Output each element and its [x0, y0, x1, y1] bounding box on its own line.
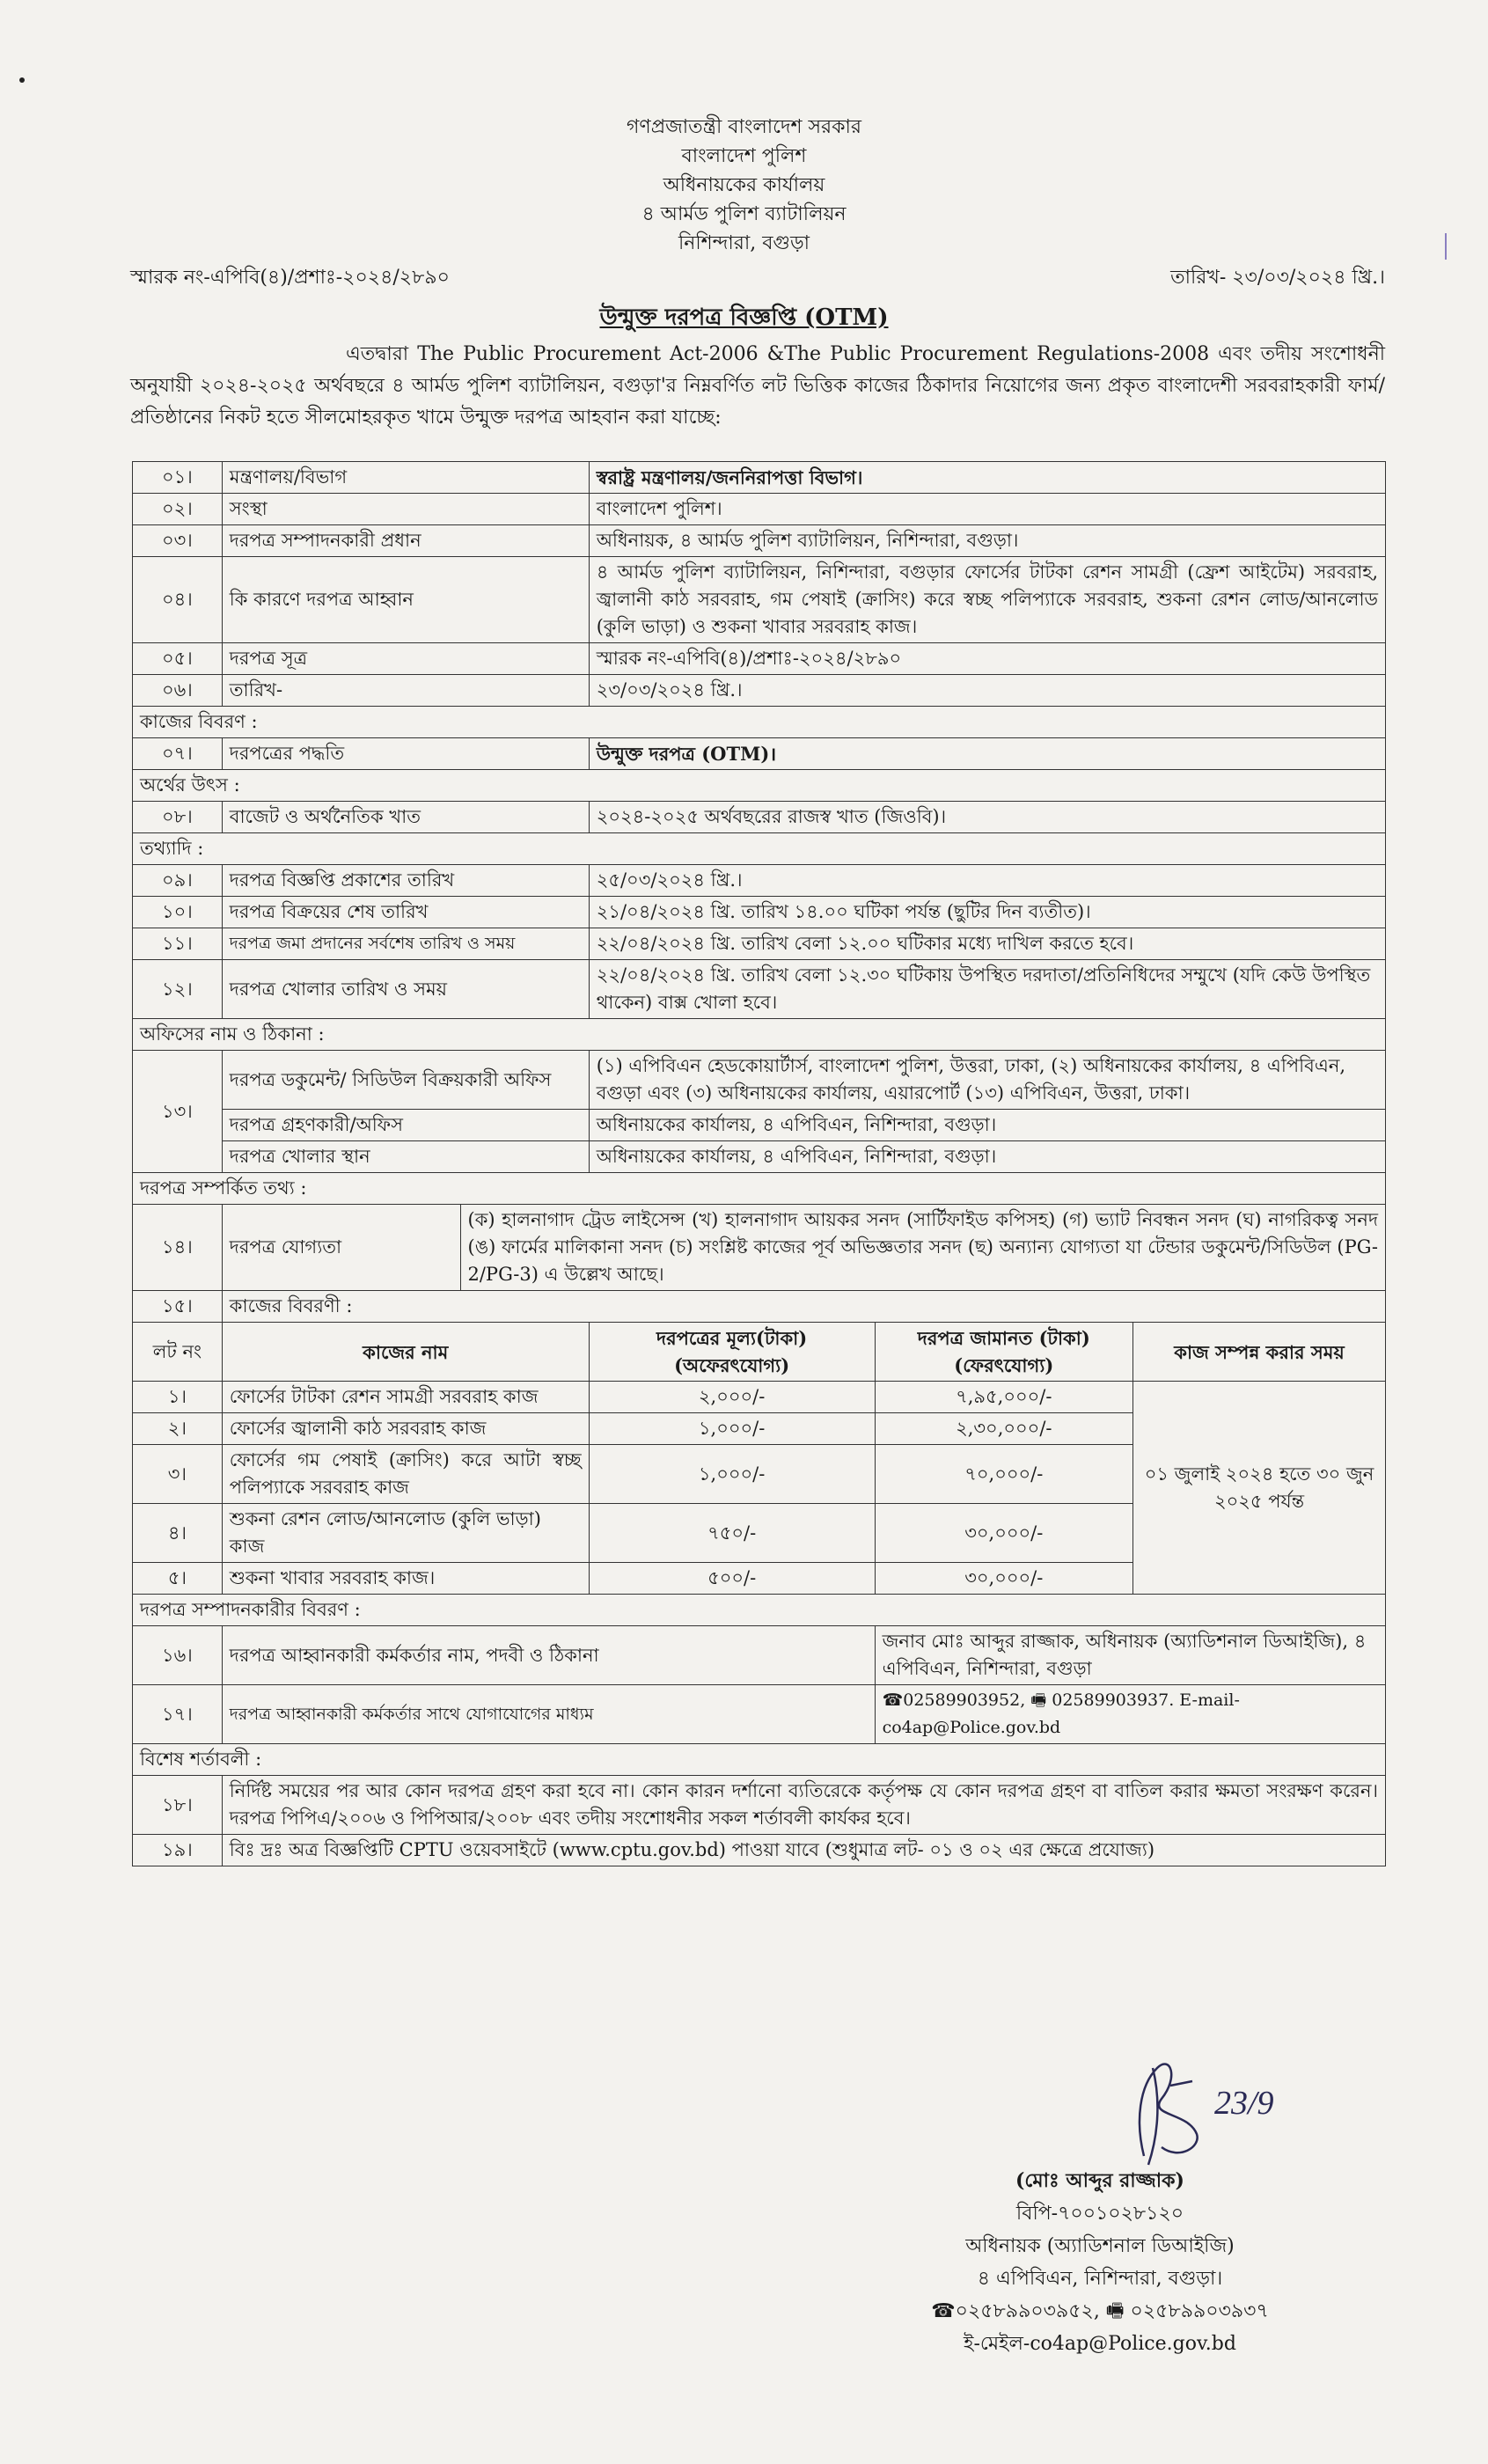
row-number: ০৩। [133, 525, 223, 557]
row-value: স্মারক নং-এপিবি(৪)/প্রশাঃ-২০২৪/২৮৯০ [589, 643, 1385, 675]
header-battalion: ৪ আর্মড পুলিশ ব্যাটালিয়ন [641, 203, 847, 225]
page-title [0, 299, 1488, 338]
lot-number: ৪। [133, 1504, 223, 1563]
row-number: ১২। [133, 960, 223, 1019]
row-label: দরপত্র বিজ্ঞপ্তি প্রকাশের তারিখ [222, 865, 589, 897]
row-number: ০১। [133, 462, 223, 494]
lot-security: ২,৩০,০০০/- [875, 1413, 1132, 1445]
row-label: দরপত্র খোলার স্থান [222, 1141, 589, 1173]
signatory-name: (মোঃ আব্দুর রাজ্জাক) [1015, 2169, 1184, 2192]
header-office: অধিনায়কের কার্যালয় [663, 174, 825, 196]
table-row [133, 928, 1386, 960]
row-label: দরপত্র আহ্বানকারী কর্মকর্তার নাম, পদবী ও ঠিকানা [222, 1626, 875, 1685]
table-row [133, 738, 1386, 770]
row-number: ১৩। [133, 1051, 223, 1173]
table-row [133, 675, 1386, 707]
signatory-office: ৪ এপিবিএন, নিশিন্দারা, বগুড়া। [977, 2268, 1223, 2290]
lot-name: শুকনা খাবার সরবরাহ কাজ। [222, 1563, 589, 1595]
letterhead [0, 113, 1488, 258]
row-label: কাজের বিবরণী : [222, 1291, 1385, 1323]
row-number: ০৪। [133, 557, 223, 643]
row-number: ০২। [133, 494, 223, 525]
lot-price: ১,০০০/- [589, 1413, 875, 1445]
section-row [133, 1173, 1386, 1205]
section-heading: অর্থের উৎস : [133, 770, 1386, 802]
signature-date: 23/9 [1214, 2085, 1274, 2122]
table-row [133, 462, 1386, 494]
row-label: বাজেট ও অর্থনৈতিক খাত [222, 802, 589, 833]
lot-security: ৭,৯৫,০০০/- [875, 1382, 1132, 1413]
section-row [133, 770, 1386, 802]
row-value: অধিনায়ক, ৪ আর্মড পুলিশ ব্যাটালিয়ন, নিশিন্দারা, বগুড়া। [589, 525, 1385, 557]
lot-row [133, 1382, 1386, 1413]
table-row [133, 557, 1386, 643]
row-value: বাংলাদেশ পুলিশ। [589, 494, 1385, 525]
row-value: ২৩/০৩/২০২৪ খ্রি.। [589, 675, 1385, 707]
lot-number: ১। [133, 1382, 223, 1413]
table-row [133, 865, 1386, 897]
signatory-designation: অধিনায়ক (অ্যাডিশনাল ডিআইজি) [965, 2235, 1235, 2257]
table-row [133, 1291, 1386, 1323]
header-location: নিশিন্দারা, বগুড়া [678, 232, 810, 254]
row-label: দরপত্র ডকুমেন্ট/ সিডিউল বিক্রয়কারী অফিস [222, 1051, 589, 1110]
row-label: দরপত্রের পদ্ধতি [222, 738, 589, 770]
header-govt: গণপ্রজাতন্ত্রী বাংলাদেশ সরকার [626, 116, 862, 138]
row-value: (১) এপিবিএন হেডকোয়ার্টার্স, বাংলাদেশ পুলিশ, উত্তরা, ঢাকা, (২) অধিনায়কের কার্যালয়, ৪ এপিবিএন, বগুড়া এবং (৩) অধিনায়কের কার্যালয়, এয়ারপোর্ট (১৩) এপিবিএন, উত্তরা, ঢাকা। [589, 1051, 1385, 1110]
lot-security: ৩০,০০০/- [875, 1504, 1132, 1563]
section-heading: তথ্যাদি : [133, 833, 1386, 865]
signature-block [871, 2165, 1329, 2360]
table-row [133, 1626, 1386, 1685]
intro-paragraph [130, 339, 1385, 434]
row-label: দরপত্র জমা প্রদানের সর্বশেষ তারিখ ও সময় [222, 928, 589, 960]
table-row [133, 1110, 1386, 1141]
intro-text: এতদ্বারা The Public Procurement Act-2006 &The Public Procurement Regulations-2008 এবং তদীয় সংশোধনী অনুযায়ী ২০২৪-২০২৫ অর্থবছরে ৪ আর্মড পুলিশ ব্যাটালিয়ন, বগুড়া'র নিম্নবর্ণিত লট ভিত্তিক কাজের ঠিকাদার নিয়োগের জন্য প্রকৃত বাংলাদেশী সরবরাহকারী ফার্ম/প্রতিষ্ঠানের নিকট হতে সীলমোহরকৃত খামে উন্মুক্ত দরপত্র আহবান করা যাচ্ছে: [130, 343, 1385, 429]
signatory-bp: বিপি-৭০০১০২৮১২০ [1015, 2203, 1184, 2225]
row-label: সংস্থা [222, 494, 589, 525]
lot-number: ২। [133, 1413, 223, 1445]
memo-number: স্মারক নং-এপিবি(৪)/প্রশাঃ-২০২৪/২৮৯০ [130, 267, 450, 289]
row-value: ২৫/০৩/২০২৪ খ্রি.। [589, 865, 1385, 897]
row-number: ১১। [133, 928, 223, 960]
row-label: তারিখ- [222, 675, 589, 707]
row-value: ২১/০৪/২০২৪ খ্রি. তারিখ ১৪.০০ ঘটিকা পর্যন্ত (ছুটির দিন ব্যতীত)। [589, 897, 1385, 928]
row-value: জনাব মোঃ আব্দুর রাজ্জাক, অধিনায়ক (অ্যাডিশনাল ডিআইজি), ৪ এপিবিএন, নিশিন্দারা, বগুড়া [875, 1626, 1385, 1685]
row-label: দরপত্র আহ্বানকারী কর্মকর্তার সাথে যোগাযোগের মাধ্যম [222, 1685, 875, 1744]
row-value: ☎02589903952, 🖷 02589903937. E-mail-co4ap@Police.gov.bd [875, 1685, 1385, 1744]
lot-number: ৩। [133, 1445, 223, 1504]
section-row [133, 833, 1386, 865]
section-heading: দরপত্র সম্পাদনকারীর বিবরণ : [133, 1595, 1386, 1626]
lot-name: ফোর্সের গম পেষাই (ক্রাসিং) করে আটা স্বচ্ছ পলিপ্যাকে সরবরাহ কাজ [222, 1445, 589, 1504]
table-row [133, 643, 1386, 675]
row-value: ২০২৪-২০২৫ অর্থবছরের রাজস্ব খাত (জিওবি)। [589, 802, 1385, 833]
lot-security: ৭০,০০০/- [875, 1445, 1132, 1504]
row-number: ১৫। [133, 1291, 223, 1323]
table-row [133, 1835, 1386, 1866]
row-number: ১৬। [133, 1626, 223, 1685]
section-heading: দরপত্র সম্পর্কিত তথ্য : [133, 1173, 1386, 1205]
row-number: ০৯। [133, 865, 223, 897]
row-label: দরপত্র খোলার তারিখ ও সময় [222, 960, 589, 1019]
row-value: বিঃ দ্রঃ অত্র বিজ্ঞপ্তিটি CPTU ওয়েবসাইটে (www.cptu.gov.bd) পাওয়া যাবে (শুধুমাত্র লট- ০১ ও ০২ এর ক্ষেত্রে প্রযোজ্য) [222, 1835, 1385, 1866]
row-value: (ক) হালনাগাদ ট্রেড লাইসেন্স (খ) হালনাগাদ আয়কর সনদ (সার্টিফাইড কপিসহ) (গ) ভ্যাট নিবন্ধন সনদ (ঘ) নাগরিকত্ব সনদ (ঙ) ফার্মের মালিকানা সনদ (চ) সংশ্লিষ্ট কাজের পূর্ব অভিজ্ঞতার সনদ (ছ) অন্যান্য যোগ্যতা যা টেন্ডার ডকুমেন্ট/সিডিউল (PG-2/PG-3) এ উল্লেখ আছে। [460, 1205, 1386, 1291]
completion-time: ০১ জুলাই ২০২৪ হতে ৩০ জুন ২০২৫ পর্যন্ত [1133, 1382, 1386, 1595]
row-value: ৪ আর্মড পুলিশ ব্যাটালিয়ন, নিশিন্দারা, বগুড়ার ফোর্সের টাটকা রেশন সামগ্রী (ফ্রেশ আইটেম) সরবরাহ, জ্বালানী কাঠ সরবরাহ, গম পেষাই (ক্রাসিং) করে স্বচ্ছ পলিপ্যাকে সরবরাহ, শুকনা রেশন লোড/আনলোড (কুলি ভাড়া) ও শুকনা খাবার সরবরাহ কাজ। [589, 557, 1385, 643]
section-heading: কাজের বিবরণ : [133, 707, 1386, 738]
lot-name: ফোর্সের জ্বালানী কাঠ সরবরাহ কাজ [222, 1413, 589, 1445]
row-label: দরপত্র সম্পাদনকারী প্রধান [222, 525, 589, 557]
row-value: ২২/০৪/২০২৪ খ্রি. তারিখ বেলা ১২.০০ ঘটিকার মধ্যে দাখিল করতে হবে। [589, 928, 1385, 960]
section-row [133, 1595, 1386, 1626]
row-value: উন্মুক্ত দরপত্র (OTM)। [589, 738, 1385, 770]
table-row [133, 1141, 1386, 1173]
table-row [133, 1051, 1386, 1110]
table-row [133, 525, 1386, 557]
table-row [133, 960, 1386, 1019]
section-heading: অফিসের নাম ও ঠিকানা : [133, 1019, 1386, 1051]
lot-price: ৫০০/- [589, 1563, 875, 1595]
row-label: দরপত্র যোগ্যতা [222, 1205, 460, 1291]
row-number: ১৭। [133, 1685, 223, 1744]
page-title-text: উন্মুক্ত দরপত্র বিজ্ঞপ্তি (OTM) [599, 304, 889, 331]
section-heading: বিশেষ শর্তাবলী : [133, 1744, 1386, 1776]
table-row [133, 1776, 1386, 1835]
row-number: ১৯। [133, 1835, 223, 1866]
lot-price: ২,০০০/- [589, 1382, 875, 1413]
row-number: ০৮। [133, 802, 223, 833]
row-number: ০৭। [133, 738, 223, 770]
signatory-phone: ☎০২৫৮৯৯০৩৯৫২, 🖷 ০২৫৮৯৯০৩৯৩৭ [931, 2300, 1269, 2322]
table-row [133, 1685, 1386, 1744]
memo-date: তারিখ- ২৩/০৩/২০২৪ খ্রি.। [1170, 267, 1385, 289]
signatory-email: ই-মেইল-co4ap@Police.gov.bd [964, 2333, 1236, 2355]
lot-name: ফোর্সের টাটকা রেশন সামগ্রী সরবরাহ কাজ [222, 1382, 589, 1413]
row-number: ০৬। [133, 675, 223, 707]
speck [19, 77, 25, 83]
price-header: দরপত্রের মূল্য(টাকা) (অফেরৎযোগ্য) [589, 1323, 875, 1382]
row-label: মন্ত্রণালয়/বিভাগ [222, 462, 589, 494]
table-row [133, 1205, 1386, 1291]
table-row [133, 494, 1386, 525]
row-label: কি কারণে দরপত্র আহ্বান [222, 557, 589, 643]
signature-stroke [1140, 2064, 1198, 2165]
lots-header-row [133, 1323, 1386, 1382]
row-value: অধিনায়কের কার্যালয়, ৪ এপিবিএন, নিশিন্দারা, বগুড়া। [589, 1141, 1385, 1173]
lot-price: ৭৫০/- [589, 1504, 875, 1563]
section-row [133, 1744, 1386, 1776]
row-value: নির্দিষ্ট সময়ের পর আর কোন দরপত্র গ্রহণ করা হবে না। কোন কারন দর্শানো ব্যতিরেকে কর্তৃপক্ষ যে কোন দরপত্র গ্রহণ বা বাতিল করার ক্ষমতা সংরক্ষণ করেন। দরপত্র পিপিএ/২০০৬ ও পিপিআর/২০০৮ এবং তদীয় সংশোধনীর সকল শর্তাবলী কার্যকর হবে। [222, 1776, 1385, 1835]
row-number: ০৫। [133, 643, 223, 675]
security-header: দরপত্র জামানত (টাকা) (ফেরৎযোগ্য) [875, 1323, 1132, 1382]
lot-security: ৩০,০০০/- [875, 1563, 1132, 1595]
row-value: ২২/০৪/২০২৪ খ্রি. তারিখ বেলা ১২.৩০ ঘটিকায় উপস্থিত দরদাতা/প্রতিনিধিদের সম্মুখে (যদি কেউ উপস্থিত থাকেন) বাক্স খোলা হবে। [589, 960, 1385, 1019]
table-row [133, 802, 1386, 833]
row-value: স্বরাষ্ট্র মন্ত্রণালয়/জননিরাপত্তা বিভাগ। [589, 462, 1385, 494]
lot-price: ১,০০০/- [589, 1445, 875, 1504]
row-label: দরপত্র বিক্রয়ের শেষ তারিখ [222, 897, 589, 928]
lot-name: শুকনা রেশন লোড/আনলোড (কুলি ভাড়া) কাজ [222, 1504, 589, 1563]
row-label: দরপত্র গ্রহণকারী/অফিস [222, 1110, 589, 1141]
row-label: দরপত্র সূত্র [222, 643, 589, 675]
time-header: কাজ সম্পন্ন করার সময় [1133, 1323, 1386, 1382]
row-number: ১৪। [133, 1205, 223, 1291]
lot-number: ৫। [133, 1563, 223, 1595]
row-number: ১০। [133, 897, 223, 928]
row-number: ১৮। [133, 1776, 223, 1835]
lot-header: লট নং [133, 1323, 223, 1382]
row-value: অধিনায়কের কার্যালয়, ৪ এপিবিএন, নিশিন্দারা, বগুড়া। [589, 1110, 1385, 1141]
name-header: কাজের নাম [222, 1323, 589, 1382]
section-row [133, 707, 1386, 738]
signature-scribble [1109, 2050, 1338, 2174]
header-police: বাংলাদেশ পুলিশ [681, 145, 807, 167]
table-row [133, 897, 1386, 928]
tender-table [132, 461, 1386, 1866]
section-row [133, 1019, 1386, 1051]
